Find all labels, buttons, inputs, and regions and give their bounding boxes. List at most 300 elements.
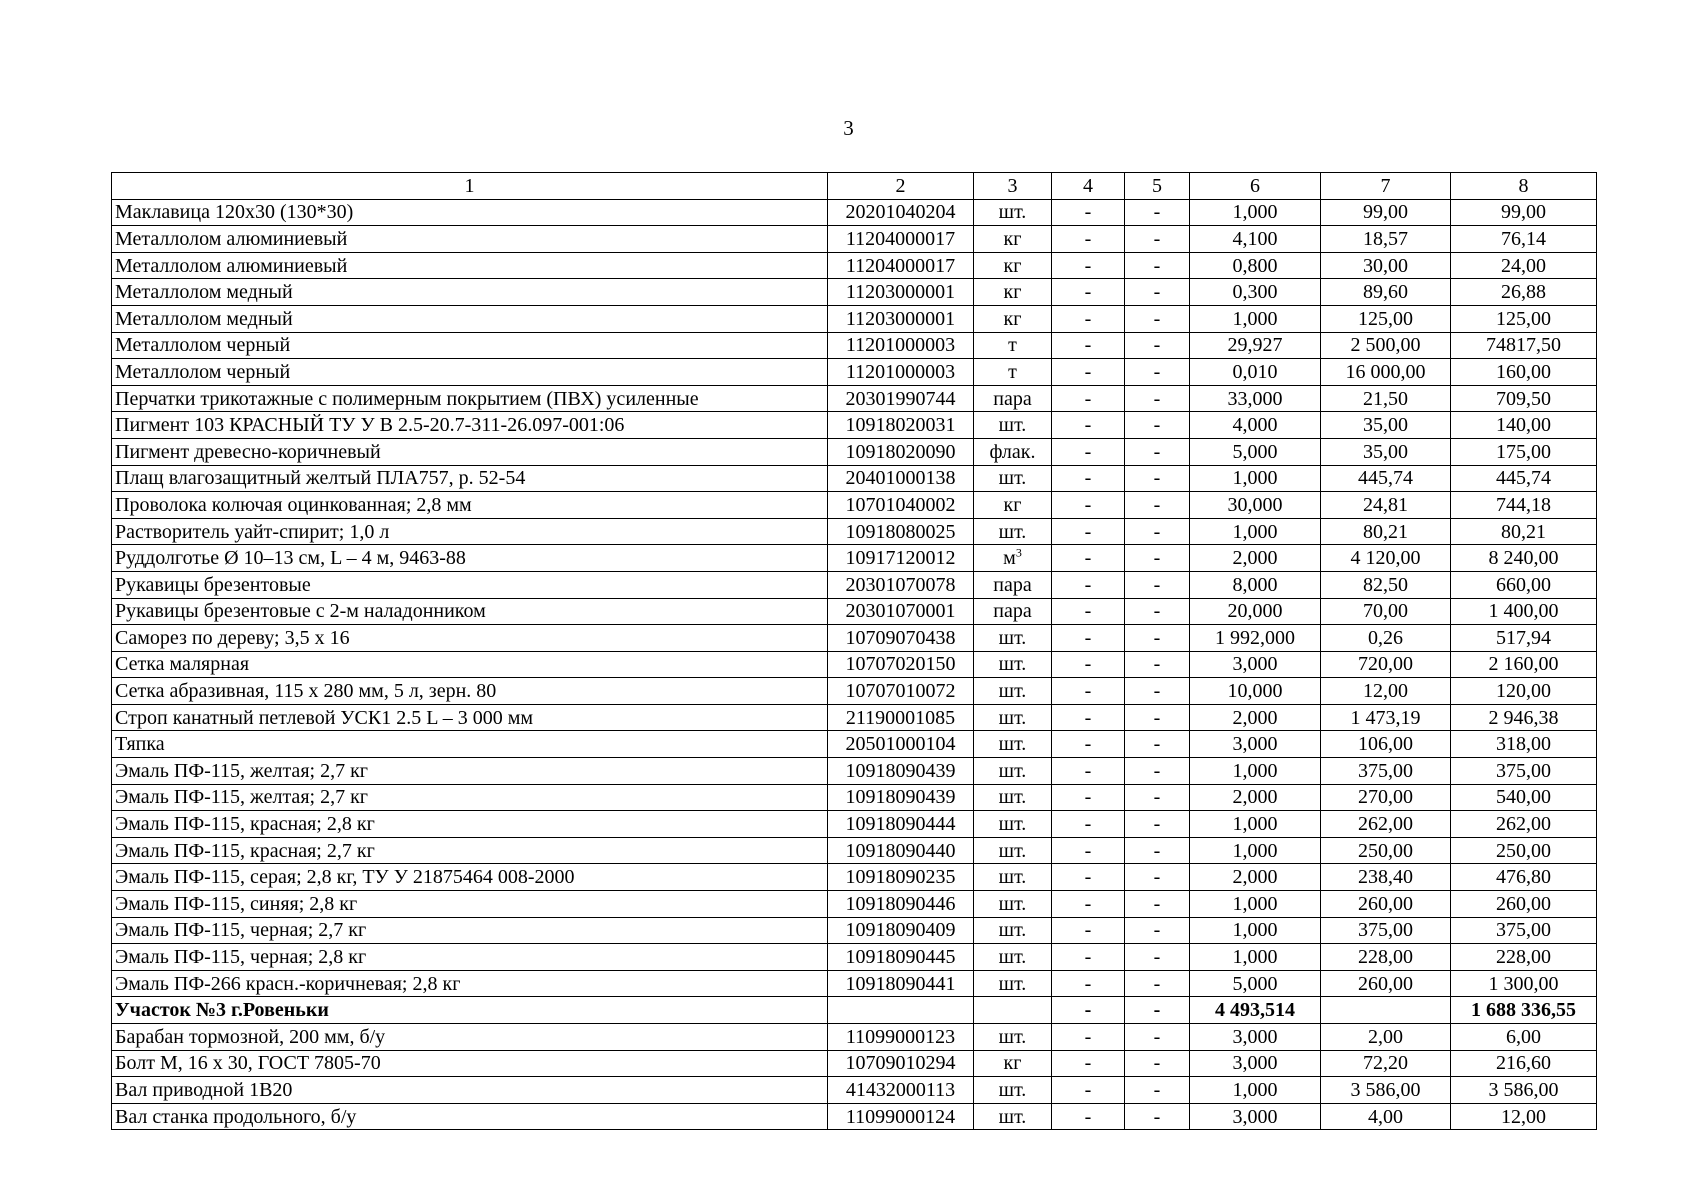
item-code-cell: 21190001085 [828, 704, 974, 731]
col5-cell: - [1125, 518, 1190, 545]
quantity-cell: 0,300 [1190, 279, 1321, 306]
col5-cell: - [1125, 385, 1190, 412]
price-cell: 70,00 [1321, 598, 1451, 625]
table-row [112, 731, 1597, 758]
col4-cell: - [1052, 199, 1125, 226]
table-row [112, 784, 1597, 811]
item-code-cell: 10701040002 [828, 492, 974, 519]
section-total-row [112, 997, 1597, 1024]
item-code-cell: 10918020031 [828, 412, 974, 439]
unit-cell: кг [974, 252, 1052, 279]
sum-cell: 250,00 [1451, 837, 1597, 864]
col4-cell: - [1052, 1103, 1125, 1130]
sum-cell: 120,00 [1451, 678, 1597, 705]
item-code-cell: 11203000001 [828, 279, 974, 306]
item-code-cell: 10918090235 [828, 864, 974, 891]
item-code-cell: 20301070078 [828, 571, 974, 598]
item-code-cell: 11099000124 [828, 1103, 974, 1130]
table-row [112, 625, 1597, 652]
sum-cell: 260,00 [1451, 891, 1597, 918]
col5-cell: - [1125, 545, 1190, 572]
col5-cell: - [1125, 704, 1190, 731]
quantity-cell: 2,000 [1190, 704, 1321, 731]
sum-cell: 709,50 [1451, 385, 1597, 412]
price-cell: 30,00 [1321, 252, 1451, 279]
sum-cell: 744,18 [1451, 492, 1597, 519]
table-row [112, 252, 1597, 279]
table-row [112, 944, 1597, 971]
sum-cell: 6,00 [1451, 1024, 1597, 1051]
col4-cell: - [1052, 678, 1125, 705]
quantity-cell: 5,000 [1190, 970, 1321, 997]
table-row [112, 917, 1597, 944]
quantity-cell: 2,000 [1190, 864, 1321, 891]
quantity-cell: 4,000 [1190, 412, 1321, 439]
price-cell: 228,00 [1321, 944, 1451, 971]
col4-cell: - [1052, 651, 1125, 678]
item-name-cell: Эмаль ПФ-115, синяя; 2,8 кг [112, 891, 828, 918]
price-cell: 35,00 [1321, 438, 1451, 465]
column-header: 6 [1190, 173, 1321, 200]
col5-cell: - [1125, 1024, 1190, 1051]
item-name-cell: Барабан тормозной, 200 мм, б/у [112, 1024, 828, 1051]
table-row [112, 837, 1597, 864]
sum-cell: 80,21 [1451, 518, 1597, 545]
table-row [112, 571, 1597, 598]
unit-cell: кг [974, 1050, 1052, 1077]
sum-cell: 517,94 [1451, 625, 1597, 652]
item-code-cell: 10918090439 [828, 784, 974, 811]
item-name-cell: Руддолготье Ø 10–13 см, L – 4 м, 9463-88 [112, 545, 828, 572]
col5-cell: - [1125, 731, 1190, 758]
item-name-cell: Сетка малярная [112, 651, 828, 678]
col4-cell: - [1052, 305, 1125, 332]
item-code-cell: 10707010072 [828, 678, 974, 705]
sum-cell: 3 586,00 [1451, 1077, 1597, 1104]
price-cell: 35,00 [1321, 412, 1451, 439]
sum-cell: 175,00 [1451, 438, 1597, 465]
table-row [112, 1103, 1597, 1130]
col5-cell: - [1125, 305, 1190, 332]
price-cell: 270,00 [1321, 784, 1451, 811]
table-row [112, 465, 1597, 492]
unit-cell: пара [974, 385, 1052, 412]
table-row [112, 518, 1597, 545]
item-code-cell: 20301070001 [828, 598, 974, 625]
col4-cell: - [1052, 1050, 1125, 1077]
item-code-cell: 20401000138 [828, 465, 974, 492]
unit-superscript: 3 [1015, 545, 1022, 560]
quantity-cell: 1,000 [1190, 305, 1321, 332]
col4-cell: - [1052, 252, 1125, 279]
item-name-cell: Строп канатный петлевой УСК1 2.5 L – 3 000 мм [112, 704, 828, 731]
item-code-cell: 10918090445 [828, 944, 974, 971]
price-cell: 260,00 [1321, 891, 1451, 918]
quantity-cell: 1,000 [1190, 518, 1321, 545]
table-row [112, 412, 1597, 439]
sum-cell: 2 160,00 [1451, 651, 1597, 678]
col5-cell: - [1125, 917, 1190, 944]
sum-cell: 228,00 [1451, 944, 1597, 971]
col5-cell: - [1125, 944, 1190, 971]
item-name-cell: Участок №3 г.Ровеньки [112, 997, 828, 1024]
table-row [112, 811, 1597, 838]
quantity-cell: 29,927 [1190, 332, 1321, 359]
quantity-cell: 33,000 [1190, 385, 1321, 412]
price-cell: 0,26 [1321, 625, 1451, 652]
item-code-cell: 11099000123 [828, 1024, 974, 1051]
table-row [112, 891, 1597, 918]
col4-cell: - [1052, 784, 1125, 811]
quantity-cell: 1,000 [1190, 1077, 1321, 1104]
quantity-cell: 5,000 [1190, 438, 1321, 465]
item-code-cell: 10918090446 [828, 891, 974, 918]
quantity-cell: 2,000 [1190, 784, 1321, 811]
quantity-cell: 1,000 [1190, 199, 1321, 226]
unit-cell: шт. [974, 970, 1052, 997]
sum-cell: 140,00 [1451, 412, 1597, 439]
unit-cell: шт. [974, 917, 1052, 944]
price-cell: 21,50 [1321, 385, 1451, 412]
col4-cell: - [1052, 864, 1125, 891]
col5-cell: - [1125, 625, 1190, 652]
column-header: 7 [1321, 173, 1451, 200]
table-row [112, 1050, 1597, 1077]
price-cell: 16 000,00 [1321, 359, 1451, 386]
price-cell: 1 473,19 [1321, 704, 1451, 731]
unit-cell: т [974, 332, 1052, 359]
item-name-cell: Рукавицы брезентовые с 2-м наладонником [112, 598, 828, 625]
col4-cell: - [1052, 891, 1125, 918]
quantity-cell: 3,000 [1190, 1050, 1321, 1077]
table-row [112, 385, 1597, 412]
sum-cell: 8 240,00 [1451, 545, 1597, 572]
sum-cell: 375,00 [1451, 917, 1597, 944]
sum-cell: 1 688 336,55 [1451, 997, 1597, 1024]
unit-cell: шт. [974, 412, 1052, 439]
quantity-cell: 3,000 [1190, 731, 1321, 758]
unit-cell: шт. [974, 704, 1052, 731]
unit-cell: пара [974, 598, 1052, 625]
col5-cell: - [1125, 571, 1190, 598]
table-row [112, 864, 1597, 891]
unit-cell: шт. [974, 784, 1052, 811]
table-row [112, 305, 1597, 332]
header-row [112, 173, 1597, 200]
col5-cell: - [1125, 758, 1190, 785]
col4-cell: - [1052, 917, 1125, 944]
item-name-cell: Эмаль ПФ-115, черная; 2,8 кг [112, 944, 828, 971]
col5-cell: - [1125, 891, 1190, 918]
table-row [112, 598, 1597, 625]
unit-cell: шт. [974, 864, 1052, 891]
quantity-cell: 4 493,514 [1190, 997, 1321, 1024]
price-cell: 375,00 [1321, 758, 1451, 785]
price-cell: 250,00 [1321, 837, 1451, 864]
item-name-cell: Эмаль ПФ-115, желтая; 2,7 кг [112, 784, 828, 811]
price-cell: 4 120,00 [1321, 545, 1451, 572]
item-code-cell: 10709070438 [828, 625, 974, 652]
unit-cell: шт. [974, 625, 1052, 652]
price-cell: 4,00 [1321, 1103, 1451, 1130]
col4-cell: - [1052, 944, 1125, 971]
price-cell: 24,81 [1321, 492, 1451, 519]
page-number: 3 [843, 116, 854, 140]
item-name-cell: Маклавица 120х30 (130*30) [112, 199, 828, 226]
unit-cell: шт. [974, 944, 1052, 971]
col5-cell: - [1125, 226, 1190, 253]
col4-cell: - [1052, 811, 1125, 838]
quantity-cell: 1,000 [1190, 944, 1321, 971]
item-name-cell: Саморез по дереву; 3,5 х 16 [112, 625, 828, 652]
quantity-cell: 0,010 [1190, 359, 1321, 386]
col4-cell: - [1052, 1024, 1125, 1051]
item-name-cell: Сетка абразивная, 115 х 280 мм, 5 л, зерн. 80 [112, 678, 828, 705]
col5-cell: - [1125, 359, 1190, 386]
unit-cell: кг [974, 279, 1052, 306]
item-code-cell [828, 997, 974, 1024]
unit-cell: кг [974, 492, 1052, 519]
quantity-cell: 1,000 [1190, 837, 1321, 864]
col4-cell: - [1052, 279, 1125, 306]
price-cell: 72,20 [1321, 1050, 1451, 1077]
quantity-cell: 1,000 [1190, 811, 1321, 838]
col5-cell: - [1125, 412, 1190, 439]
col5-cell: - [1125, 970, 1190, 997]
sum-cell: 2 946,38 [1451, 704, 1597, 731]
unit-cell: шт. [974, 837, 1052, 864]
col4-cell: - [1052, 359, 1125, 386]
unit-cell: шт. [974, 811, 1052, 838]
quantity-cell: 2,000 [1190, 545, 1321, 572]
column-header: 8 [1451, 173, 1597, 200]
price-cell: 80,21 [1321, 518, 1451, 545]
unit-cell: шт. [974, 1024, 1052, 1051]
col5-cell: - [1125, 199, 1190, 226]
sum-cell: 375,00 [1451, 758, 1597, 785]
item-name-cell: Металлолом медный [112, 279, 828, 306]
price-cell: 82,50 [1321, 571, 1451, 598]
item-name-cell: Болт М, 16 х 30, ГОСТ 7805-70 [112, 1050, 828, 1077]
table-row [112, 704, 1597, 731]
unit-cell: шт. [974, 758, 1052, 785]
unit-cell: пара [974, 571, 1052, 598]
column-header: 2 [828, 173, 974, 200]
col5-cell: - [1125, 438, 1190, 465]
sum-cell: 216,60 [1451, 1050, 1597, 1077]
item-code-cell: 10918020090 [828, 438, 974, 465]
unit-cell: шт. [974, 1103, 1052, 1130]
unit-cell: шт. [974, 651, 1052, 678]
price-cell: 99,00 [1321, 199, 1451, 226]
price-cell: 720,00 [1321, 651, 1451, 678]
table-header [112, 173, 1597, 200]
unit-cell: шт. [974, 731, 1052, 758]
sum-cell: 540,00 [1451, 784, 1597, 811]
item-name-cell: Вал станка продольного, б/у [112, 1103, 828, 1130]
quantity-cell: 4,100 [1190, 226, 1321, 253]
item-name-cell: Эмаль ПФ-115, красная; 2,7 кг [112, 837, 828, 864]
unit-cell: флак. [974, 438, 1052, 465]
item-name-cell: Металлолом алюминиевый [112, 252, 828, 279]
col4-cell: - [1052, 492, 1125, 519]
sum-cell: 24,00 [1451, 252, 1597, 279]
col4-cell: - [1052, 1077, 1125, 1104]
quantity-cell: 1,000 [1190, 891, 1321, 918]
table-row [112, 279, 1597, 306]
col4-cell: - [1052, 385, 1125, 412]
item-name-cell: Пигмент 103 КРАСНЫЙ ТУ У В 2.5-20.7-311-26.097-001:06 [112, 412, 828, 439]
table-row [112, 1077, 1597, 1104]
quantity-cell: 8,000 [1190, 571, 1321, 598]
unit-cell: шт. [974, 1077, 1052, 1104]
col4-cell: - [1052, 970, 1125, 997]
item-code-cell: 20501000104 [828, 731, 974, 758]
sum-cell: 318,00 [1451, 731, 1597, 758]
unit-cell: шт. [974, 678, 1052, 705]
item-name-cell: Металлолом черный [112, 359, 828, 386]
table-row [112, 332, 1597, 359]
col4-cell: - [1052, 226, 1125, 253]
sum-cell: 476,80 [1451, 864, 1597, 891]
column-header: 1 [112, 173, 828, 200]
quantity-cell: 0,800 [1190, 252, 1321, 279]
sum-cell: 12,00 [1451, 1103, 1597, 1130]
column-header: 3 [974, 173, 1052, 200]
item-name-cell: Растворитель уайт-спирит; 1,0 л [112, 518, 828, 545]
sum-cell: 125,00 [1451, 305, 1597, 332]
col4-cell: - [1052, 837, 1125, 864]
col4-cell: - [1052, 438, 1125, 465]
col4-cell: - [1052, 518, 1125, 545]
column-header: 4 [1052, 173, 1125, 200]
table-row [112, 545, 1597, 572]
table-row [112, 678, 1597, 705]
col4-cell: - [1052, 571, 1125, 598]
quantity-cell: 1,000 [1190, 917, 1321, 944]
item-code-cell: 10917120012 [828, 545, 974, 572]
sum-cell: 262,00 [1451, 811, 1597, 838]
item-code-cell: 20301990744 [828, 385, 974, 412]
col5-cell: - [1125, 864, 1190, 891]
item-name-cell: Эмаль ПФ-115, желтая; 2,7 кг [112, 758, 828, 785]
col4-cell: - [1052, 545, 1125, 572]
item-name-cell: Металлолом медный [112, 305, 828, 332]
price-cell: 89,60 [1321, 279, 1451, 306]
col5-cell: - [1125, 465, 1190, 492]
col5-cell: - [1125, 492, 1190, 519]
price-cell [1321, 997, 1451, 1024]
col5-cell: - [1125, 279, 1190, 306]
table-row [112, 199, 1597, 226]
sum-cell: 76,14 [1451, 226, 1597, 253]
col5-cell: - [1125, 997, 1190, 1024]
col5-cell: - [1125, 651, 1190, 678]
col4-cell: - [1052, 598, 1125, 625]
table-row [112, 359, 1597, 386]
unit-cell: кг [974, 305, 1052, 332]
col5-cell: - [1125, 1050, 1190, 1077]
col5-cell: - [1125, 598, 1190, 625]
item-name-cell: Тяпка [112, 731, 828, 758]
price-cell: 12,00 [1321, 678, 1451, 705]
quantity-cell: 3,000 [1190, 1103, 1321, 1130]
col4-cell: - [1052, 412, 1125, 439]
quantity-cell: 10,000 [1190, 678, 1321, 705]
unit-cell: т [974, 359, 1052, 386]
col5-cell: - [1125, 252, 1190, 279]
item-name-cell: Эмаль ПФ-115, серая; 2,8 кг, ТУ У 21875464 008-2000 [112, 864, 828, 891]
price-cell: 125,00 [1321, 305, 1451, 332]
price-cell: 260,00 [1321, 970, 1451, 997]
table-row [112, 226, 1597, 253]
item-code-cell: 41432000113 [828, 1077, 974, 1104]
sum-cell: 160,00 [1451, 359, 1597, 386]
quantity-cell: 1,000 [1190, 758, 1321, 785]
unit-cell: шт. [974, 518, 1052, 545]
sum-cell: 1 400,00 [1451, 598, 1597, 625]
item-name-cell: Проволока колючая оцинкованная; 2,8 мм [112, 492, 828, 519]
col4-cell: - [1052, 625, 1125, 652]
sum-cell: 99,00 [1451, 199, 1597, 226]
price-cell: 375,00 [1321, 917, 1451, 944]
item-code-cell: 11204000017 [828, 226, 974, 253]
col5-cell: - [1125, 811, 1190, 838]
item-name-cell: Эмаль ПФ-266 красн.-коричневая; 2,8 кг [112, 970, 828, 997]
col5-cell: - [1125, 784, 1190, 811]
item-code-cell: 10918090441 [828, 970, 974, 997]
item-code-cell: 11201000003 [828, 359, 974, 386]
unit-cell [974, 997, 1052, 1024]
sum-cell: 74817,50 [1451, 332, 1597, 359]
col4-cell: - [1052, 731, 1125, 758]
table-row [112, 758, 1597, 785]
quantity-cell: 1 992,000 [1190, 625, 1321, 652]
col5-cell: - [1125, 1077, 1190, 1104]
item-name-cell: Плащ влагозащитный желтый ПЛА757, р. 52-54 [112, 465, 828, 492]
item-code-cell: 20201040204 [828, 199, 974, 226]
col4-cell: - [1052, 332, 1125, 359]
column-header: 5 [1125, 173, 1190, 200]
table-row [112, 651, 1597, 678]
item-name-cell: Вал приводной 1В20 [112, 1077, 828, 1104]
item-name-cell: Пигмент древесно-коричневый [112, 438, 828, 465]
unit-cell: шт. [974, 465, 1052, 492]
quantity-cell: 20,000 [1190, 598, 1321, 625]
sum-cell: 660,00 [1451, 571, 1597, 598]
unit-text: м [1003, 547, 1016, 570]
col5-cell: - [1125, 837, 1190, 864]
item-code-cell: 10707020150 [828, 651, 974, 678]
table-row [112, 438, 1597, 465]
price-cell: 238,40 [1321, 864, 1451, 891]
unit-cell [974, 545, 1052, 572]
item-name-cell: Металлолом алюминиевый [112, 226, 828, 253]
item-name-cell: Перчатки трикотажные с полимерным покрытием (ПВХ) усиленные [112, 385, 828, 412]
item-code-cell: 11204000017 [828, 252, 974, 279]
unit-cell: шт. [974, 891, 1052, 918]
item-code-cell: 10918090409 [828, 917, 974, 944]
item-name-cell: Рукавицы брезентовые [112, 571, 828, 598]
col4-cell: - [1052, 997, 1125, 1024]
price-cell: 2,00 [1321, 1024, 1451, 1051]
quantity-cell: 1,000 [1190, 465, 1321, 492]
price-cell: 3 586,00 [1321, 1077, 1451, 1104]
price-cell: 106,00 [1321, 731, 1451, 758]
table-row [112, 492, 1597, 519]
table-row [112, 970, 1597, 997]
price-cell: 445,74 [1321, 465, 1451, 492]
